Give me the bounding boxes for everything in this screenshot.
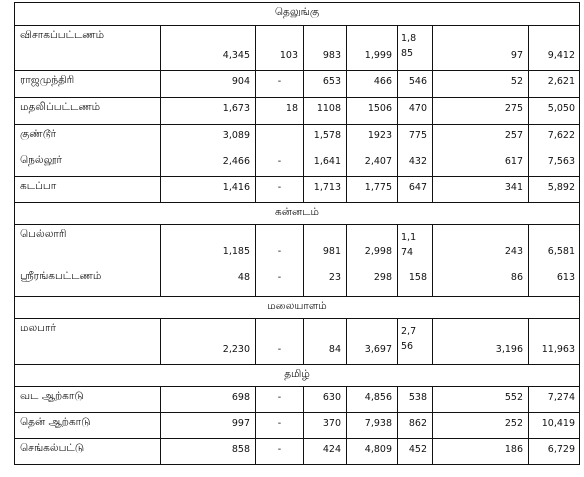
column-divider (528, 176, 529, 202)
column-divider (160, 25, 161, 70)
column-divider (528, 438, 529, 464)
table-cell-value: 470 (408, 103, 427, 114)
table-cell-value: 858 (231, 444, 250, 455)
table-cell-value: - (277, 392, 282, 403)
district-name: குண்டூர் (20, 128, 57, 140)
column-divider (346, 124, 347, 150)
table-cell-value: 424 (322, 444, 341, 455)
district-name: ஸ்ரீரங்கபட்டணம் (20, 270, 102, 282)
table-cell-value: 4,345 (222, 50, 250, 61)
row-divider (14, 224, 580, 225)
table-cell-value: 243 (504, 246, 523, 257)
column-divider (397, 97, 398, 124)
table-cell-value: 775 (408, 130, 427, 141)
row-divider (14, 176, 580, 177)
column-divider (432, 25, 433, 70)
district-name: பெல்லாரி (20, 228, 67, 240)
column-divider (528, 386, 529, 412)
table-cell-value: 7,622 (547, 130, 575, 141)
table-cell-value: 103 (279, 50, 298, 61)
section-heading: கன்னடம் (275, 206, 319, 218)
district-name: செங்கல்பட்டு (20, 442, 85, 454)
table-cell-value: 1506 (367, 103, 392, 114)
table-cell-value: 7,274 (547, 392, 575, 403)
table-cell-value: 1,416 (222, 182, 250, 193)
district-name: ராஜமுந்திரி (20, 74, 75, 86)
table-cell-value: 1,578 (313, 130, 341, 141)
column-divider (528, 318, 529, 364)
row-divider (14, 464, 580, 465)
column-divider (528, 266, 529, 296)
row-divider (14, 364, 580, 365)
column-divider (528, 224, 529, 266)
column-divider (255, 224, 256, 266)
table-cell-value: 2,230 (222, 344, 250, 355)
row-divider (14, 25, 580, 26)
section-heading: தெலுங்கு (274, 6, 320, 18)
table-cell-value: 275 (504, 103, 523, 114)
table-cell-value: 1,999 (364, 50, 392, 61)
row-divider (14, 124, 580, 125)
table-cell-value: 2,998 (364, 246, 392, 257)
row-divider (14, 70, 580, 71)
table-cell-value: 1,885 (401, 33, 417, 59)
table-cell-value: 3,196 (495, 344, 523, 355)
column-divider (303, 318, 304, 364)
column-divider (346, 25, 347, 70)
column-divider (397, 176, 398, 202)
column-divider (160, 224, 161, 266)
table-cell-value: 48 (237, 272, 250, 283)
column-divider (397, 386, 398, 412)
column-divider (432, 318, 433, 364)
table-cell-value: 5,892 (547, 182, 575, 193)
table-cell-value: 7,938 (364, 418, 392, 429)
column-divider (255, 438, 256, 464)
table-cell-value: 1,185 (222, 246, 250, 257)
district-name: விசாகப்பட்டணம் (20, 29, 105, 41)
column-divider (255, 150, 256, 176)
column-divider (397, 25, 398, 70)
column-divider (255, 25, 256, 70)
column-divider (397, 412, 398, 438)
column-divider (303, 97, 304, 124)
table-cell-value: 452 (408, 444, 427, 455)
district-name: வட ஆற்காடு (20, 390, 84, 402)
table-cell-value: 158 (408, 272, 427, 283)
section-heading: தமிழ் (284, 368, 310, 380)
table-cell-value: 18 (285, 103, 298, 114)
row-divider (14, 438, 580, 439)
column-divider (397, 150, 398, 176)
district-name: மதலிப்பட்டணம் (20, 101, 101, 113)
column-divider (528, 25, 529, 70)
table-cell-value: 3,089 (222, 130, 250, 141)
column-divider (160, 70, 161, 97)
table-cell-value: - (277, 76, 282, 87)
row-divider (14, 318, 580, 319)
district-name: தென் ஆற்காடு (20, 416, 91, 428)
column-divider (255, 97, 256, 124)
table-cell-value: 617 (504, 156, 523, 167)
table-cell-value: 6,581 (547, 246, 575, 257)
column-divider (397, 70, 398, 97)
table-cell-value: - (277, 272, 282, 283)
column-divider (346, 318, 347, 364)
column-divider (303, 176, 304, 202)
table-cell-value: 1,775 (364, 182, 392, 193)
district-language-table (14, 2, 580, 474)
table-cell-value: 997 (231, 418, 250, 429)
column-divider (397, 224, 398, 266)
column-divider (160, 386, 161, 412)
table-cell-value: 7,563 (547, 156, 575, 167)
column-divider (346, 438, 347, 464)
table-border-top (14, 2, 580, 3)
column-divider (528, 124, 529, 150)
column-divider (160, 318, 161, 364)
table-cell-value: 981 (322, 246, 341, 257)
column-divider (160, 266, 161, 296)
column-divider (432, 176, 433, 202)
column-divider (528, 150, 529, 176)
table-cell-value: 86 (510, 272, 523, 283)
column-divider (160, 150, 161, 176)
column-divider (303, 124, 304, 150)
table-cell-value: 1,174 (401, 232, 417, 258)
column-divider (432, 266, 433, 296)
table-cell-value: 653 (322, 76, 341, 87)
row-divider (14, 296, 580, 297)
column-divider (255, 124, 256, 150)
column-divider (432, 412, 433, 438)
table-cell-value: 11,963 (541, 344, 575, 355)
table-cell-value: 6,729 (547, 444, 575, 455)
table-cell-value: - (277, 418, 282, 429)
table-cell-value: 432 (408, 156, 427, 167)
column-divider (160, 176, 161, 202)
district-name: கடப்பா (20, 180, 57, 192)
table-cell-value: 341 (504, 182, 523, 193)
table-cell-value: 466 (373, 76, 392, 87)
table-cell-value: 2,407 (364, 156, 392, 167)
table-cell-value: 4,809 (364, 444, 392, 455)
table-cell-value: 862 (408, 418, 427, 429)
table-cell-value: 2,466 (222, 156, 250, 167)
table-cell-value: 983 (322, 50, 341, 61)
table-cell-value: 552 (504, 392, 523, 403)
district-name: மலபார் (20, 322, 56, 334)
table-cell-value: - (277, 344, 282, 355)
row-divider (14, 202, 580, 203)
column-divider (160, 438, 161, 464)
column-divider (397, 266, 398, 296)
column-divider (303, 412, 304, 438)
table-cell-value: 10,419 (541, 418, 575, 429)
column-divider (255, 386, 256, 412)
table-cell-value: 647 (408, 182, 427, 193)
district-name: நெல்லூர் (20, 154, 62, 166)
column-divider (432, 70, 433, 97)
column-divider (346, 224, 347, 266)
table-cell-value: 186 (504, 444, 523, 455)
column-divider (346, 97, 347, 124)
column-divider (303, 150, 304, 176)
table-cell-value: 4,856 (364, 392, 392, 403)
section-heading: மலையாளம் (267, 300, 327, 312)
column-divider (160, 412, 161, 438)
column-divider (255, 412, 256, 438)
table-cell-value: 23 (328, 272, 341, 283)
table-cell-value: 370 (322, 418, 341, 429)
table-border-right (579, 2, 580, 464)
column-divider (528, 412, 529, 438)
column-divider (432, 438, 433, 464)
row-divider (14, 412, 580, 413)
table-cell-value: 84 (328, 344, 341, 355)
table-cell-value: - (277, 246, 282, 257)
table-cell-value: 613 (556, 272, 575, 283)
table-cell-value: 3,697 (364, 344, 392, 355)
column-divider (303, 224, 304, 266)
table-border-left (14, 2, 15, 464)
column-divider (432, 224, 433, 266)
column-divider (432, 150, 433, 176)
table-cell-value: 1,641 (313, 156, 341, 167)
table-cell-value: - (277, 444, 282, 455)
column-divider (303, 25, 304, 70)
column-divider (346, 386, 347, 412)
column-divider (528, 70, 529, 97)
table-cell-value: 2,756 (401, 326, 417, 352)
table-cell-value: 52 (510, 76, 523, 87)
table-cell-value: 5,050 (547, 103, 575, 114)
column-divider (303, 386, 304, 412)
column-divider (346, 70, 347, 97)
column-divider (255, 266, 256, 296)
table-cell-value: 257 (504, 130, 523, 141)
column-divider (255, 70, 256, 97)
column-divider (397, 318, 398, 364)
column-divider (160, 124, 161, 150)
table-cell-value: 1923 (367, 130, 392, 141)
table-cell-value: 97 (510, 50, 523, 61)
column-divider (255, 318, 256, 364)
row-divider (14, 386, 580, 387)
column-divider (397, 124, 398, 150)
table-cell-value: - (277, 182, 282, 193)
column-divider (303, 438, 304, 464)
column-divider (432, 386, 433, 412)
table-cell-value: 2,621 (547, 76, 575, 87)
table-cell-value: 1108 (316, 103, 341, 114)
column-divider (346, 150, 347, 176)
row-divider (14, 97, 580, 98)
column-divider (346, 176, 347, 202)
table-cell-value: 252 (504, 418, 523, 429)
column-divider (255, 176, 256, 202)
column-divider (160, 97, 161, 124)
column-divider (346, 266, 347, 296)
column-divider (346, 412, 347, 438)
table-cell-value: - (277, 156, 282, 167)
table-cell-value: 630 (322, 392, 341, 403)
column-divider (528, 97, 529, 124)
column-divider (303, 70, 304, 97)
table-cell-value: 9,412 (547, 50, 575, 61)
column-divider (397, 438, 398, 464)
column-divider (303, 266, 304, 296)
table-cell-value: 1,713 (313, 182, 341, 193)
table-cell-value: 298 (373, 272, 392, 283)
column-divider (432, 97, 433, 124)
table-cell-value: 538 (408, 392, 427, 403)
table-cell-value: 904 (231, 76, 250, 87)
table-cell-value: 698 (231, 392, 250, 403)
table-cell-value: 546 (408, 76, 427, 87)
table-cell-value: 1,673 (222, 103, 250, 114)
column-divider (432, 124, 433, 150)
